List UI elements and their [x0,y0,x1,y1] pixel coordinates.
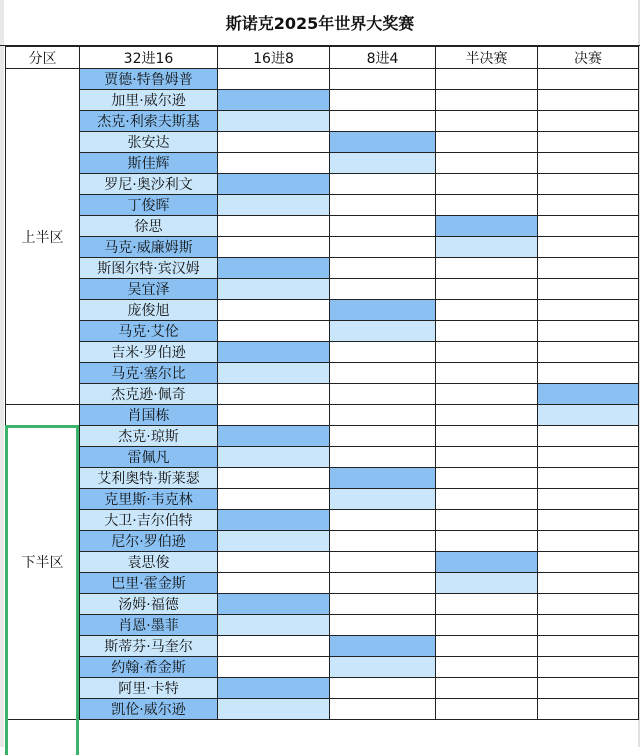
semifinal-cell[interactable] [436,426,538,447]
final-cell[interactable] [538,489,639,510]
table-row [6,531,639,552]
semifinal-cell[interactable] [436,468,538,489]
semifinal-cell[interactable] [436,90,538,111]
table-row [6,111,639,132]
final-cell[interactable] [538,510,639,531]
final-cell[interactable] [538,363,639,384]
final-cell[interactable] [538,111,639,132]
round16-cell[interactable] [218,153,330,174]
table-row [6,363,639,384]
final-cell[interactable] [538,384,639,405]
semifinal-cell[interactable] [436,531,538,552]
quarterfinal-cell[interactable] [330,615,436,636]
quarterfinal-cell[interactable] [330,300,436,321]
quarterfinal-cell[interactable] [330,342,436,363]
player-cell[interactable]: 加里·威尔逊 [80,90,218,111]
semifinal-cell[interactable] [436,258,538,279]
final-cell[interactable] [538,342,639,363]
final-cell[interactable] [538,300,639,321]
round16-cell[interactable] [218,132,330,153]
semifinal-cell[interactable] [436,510,538,531]
player-cell[interactable]: 巴里·霍金斯 [80,573,218,594]
round16-cell[interactable] [218,405,330,426]
semifinal-cell[interactable] [436,363,538,384]
player-cell[interactable]: 吉米·罗伯逊 [80,342,218,363]
quarterfinal-cell[interactable] [330,699,436,720]
round16-cell[interactable] [218,195,330,216]
quarterfinal-cell[interactable] [330,636,436,657]
quarterfinal-cell[interactable] [330,573,436,594]
semifinal-cell[interactable] [436,678,538,699]
semifinal-cell[interactable] [436,195,538,216]
round16-cell[interactable] [218,657,330,678]
table-row [6,699,639,720]
player-cell[interactable]: 张安达 [80,132,218,153]
quarterfinal-cell[interactable] [330,321,436,342]
table-row [6,573,639,594]
semifinal-cell[interactable] [436,636,538,657]
player-cell[interactable]: 艾利奥特·斯莱瑟 [80,468,218,489]
player-cell[interactable]: 斯图尔特·宾汉姆 [80,258,218,279]
semifinal-cell[interactable] [436,300,538,321]
round16-cell[interactable] [218,531,330,552]
round16-cell[interactable] [218,573,330,594]
player-cell[interactable]: 雷佩凡 [80,447,218,468]
player-cell[interactable]: 马克·艾伦 [80,321,218,342]
final-cell[interactable] [538,153,639,174]
quarterfinal-cell[interactable] [330,195,436,216]
final-cell[interactable] [538,447,639,468]
quarterfinal-cell[interactable] [330,69,436,90]
player-cell[interactable]: 马克·威廉姆斯 [80,237,218,258]
semifinal-cell[interactable] [436,321,538,342]
final-cell[interactable] [538,615,639,636]
final-cell[interactable] [538,90,639,111]
left-edge-strip [0,0,4,747]
lower-half-label[interactable]: 下半区 [6,405,80,720]
quarterfinal-cell[interactable] [330,468,436,489]
player-cell[interactable]: 杰克·琼斯 [80,426,218,447]
round16-cell[interactable] [218,300,330,321]
table-row [6,279,639,300]
final-cell[interactable] [538,678,639,699]
final-cell[interactable] [538,426,639,447]
player-cell[interactable]: 斯蒂芬·马奎尔 [80,636,218,657]
header-row [6,47,639,69]
final-cell[interactable] [538,132,639,153]
table-row [6,405,639,426]
semifinal-cell[interactable] [436,237,538,258]
header-round-16[interactable]: 16进8 [218,47,330,69]
table-row [6,552,639,573]
table-row [6,657,639,678]
header-round-32[interactable]: 32进16 [80,47,218,69]
upper-half-label[interactable]: 上半区 [6,69,80,405]
table-row [6,90,639,111]
semifinal-cell[interactable] [436,699,538,720]
final-cell[interactable] [538,531,639,552]
round16-cell[interactable] [218,636,330,657]
player-cell[interactable]: 斯佳辉 [80,153,218,174]
round16-cell[interactable] [218,468,330,489]
final-cell[interactable] [538,468,639,489]
player-cell[interactable]: 杰克·利索夫斯基 [80,111,218,132]
final-cell[interactable] [538,216,639,237]
semifinal-cell[interactable] [436,489,538,510]
semifinal-cell[interactable] [436,447,538,468]
round16-cell[interactable] [218,552,330,573]
final-cell[interactable] [538,594,639,615]
semifinal-cell[interactable] [436,69,538,90]
final-cell[interactable] [538,573,639,594]
round16-cell[interactable] [218,279,330,300]
final-cell[interactable] [538,174,639,195]
semifinal-cell[interactable] [436,132,538,153]
round16-cell[interactable] [218,111,330,132]
player-cell[interactable]: 马克·塞尔比 [80,363,218,384]
quarterfinal-cell[interactable] [330,678,436,699]
quarterfinal-cell[interactable] [330,447,436,468]
round16-cell[interactable] [218,258,330,279]
header-final[interactable]: 决赛 [538,47,639,69]
quarterfinal-cell[interactable] [330,384,436,405]
player-cell[interactable]: 凯伦·威尔逊 [80,699,218,720]
semifinal-cell[interactable] [436,552,538,573]
semifinal-cell[interactable] [436,174,538,195]
final-cell[interactable] [538,237,639,258]
header-division[interactable]: 分区 [6,47,80,69]
table-row [6,321,639,342]
player-cell[interactable]: 丁俊晖 [80,195,218,216]
round16-cell[interactable] [218,237,330,258]
semifinal-cell[interactable] [436,594,538,615]
final-cell[interactable] [538,636,639,657]
quarterfinal-cell[interactable] [330,489,436,510]
round16-cell[interactable] [218,69,330,90]
player-cell[interactable]: 杰克逊·佩奇 [80,384,218,405]
round16-cell[interactable] [218,426,330,447]
table-row [6,258,639,279]
semifinal-cell[interactable] [436,279,538,300]
table-row [6,636,639,657]
bracket-table [5,46,639,720]
player-cell[interactable]: 徐思 [80,216,218,237]
round16-cell[interactable] [218,447,330,468]
quarterfinal-cell[interactable] [330,174,436,195]
table-row [6,615,639,636]
quarterfinal-cell[interactable] [330,531,436,552]
round16-cell[interactable] [218,594,330,615]
round16-cell[interactable] [218,342,330,363]
player-cell[interactable]: 袁思俊 [80,552,218,573]
quarterfinal-cell[interactable] [330,90,436,111]
player-cell[interactable]: 阿里·卡特 [80,678,218,699]
semifinal-cell[interactable] [436,384,538,405]
player-cell[interactable]: 尼尔·罗伯逊 [80,531,218,552]
table-row [6,489,639,510]
semifinal-cell[interactable] [436,573,538,594]
player-cell[interactable]: 吴宜泽 [80,279,218,300]
round16-cell[interactable] [218,363,330,384]
round16-cell[interactable] [218,699,330,720]
quarterfinal-cell[interactable] [330,111,436,132]
final-cell[interactable] [538,321,639,342]
table-row [6,174,639,195]
player-cell[interactable]: 约翰·希金斯 [80,657,218,678]
table-row [6,342,639,363]
table-row [6,69,639,90]
header-quarterfinal[interactable]: 8进4 [330,47,436,69]
table-row [6,594,639,615]
round16-cell[interactable] [218,489,330,510]
final-cell[interactable] [538,657,639,678]
round16-cell[interactable] [218,216,330,237]
quarterfinal-cell[interactable] [330,363,436,384]
player-cell[interactable]: 庞俊旭 [80,300,218,321]
table-row [6,237,639,258]
table-row [6,300,639,321]
final-cell[interactable] [538,699,639,720]
quarterfinal-cell[interactable] [330,153,436,174]
final-cell[interactable] [538,69,639,90]
semifinal-cell[interactable] [436,615,538,636]
semifinal-cell[interactable] [436,405,538,426]
round16-cell[interactable] [218,321,330,342]
round16-cell[interactable] [218,90,330,111]
semifinal-cell[interactable] [436,342,538,363]
table-row [6,153,639,174]
player-cell[interactable]: 大卫·吉尔伯特 [80,510,218,531]
table-row [6,132,639,153]
table-row [6,447,639,468]
quarterfinal-cell[interactable] [330,510,436,531]
player-cell[interactable]: 贾德·特鲁姆普 [80,69,218,90]
quarterfinal-cell[interactable] [330,279,436,300]
quarterfinal-cell[interactable] [330,258,436,279]
player-cell[interactable]: 克里斯·韦克林 [80,489,218,510]
round16-cell[interactable] [218,384,330,405]
header-semifinal[interactable]: 半决赛 [436,47,538,69]
semifinal-cell[interactable] [436,216,538,237]
table-row [6,384,639,405]
round16-cell[interactable] [218,615,330,636]
semifinal-cell[interactable] [436,657,538,678]
final-cell[interactable] [538,258,639,279]
quarterfinal-cell[interactable] [330,552,436,573]
player-cell[interactable]: 汤姆·福德 [80,594,218,615]
table-row [6,426,639,447]
quarterfinal-cell[interactable] [330,594,436,615]
table-row [6,468,639,489]
round16-cell[interactable] [218,678,330,699]
quarterfinal-cell[interactable] [330,237,436,258]
quarterfinal-cell[interactable] [330,132,436,153]
table-row [6,195,639,216]
round16-cell[interactable] [218,510,330,531]
table-row [6,678,639,699]
final-cell[interactable] [538,195,639,216]
semifinal-cell[interactable] [436,153,538,174]
table-row [6,510,639,531]
player-cell[interactable]: 罗尼·奥沙利文 [80,174,218,195]
table-row [6,216,639,237]
round16-cell[interactable] [218,174,330,195]
quarterfinal-cell[interactable] [330,405,436,426]
quarterfinal-cell[interactable] [330,216,436,237]
final-cell[interactable] [538,552,639,573]
final-cell[interactable] [538,279,639,300]
final-cell[interactable] [538,405,639,426]
sheet-title: 斯诺克2025年世界大奖赛 [0,0,640,46]
quarterfinal-cell[interactable] [330,426,436,447]
player-cell[interactable]: 肖恩·墨菲 [80,615,218,636]
player-cell[interactable]: 肖国栋 [80,405,218,426]
semifinal-cell[interactable] [436,111,538,132]
quarterfinal-cell[interactable] [330,657,436,678]
